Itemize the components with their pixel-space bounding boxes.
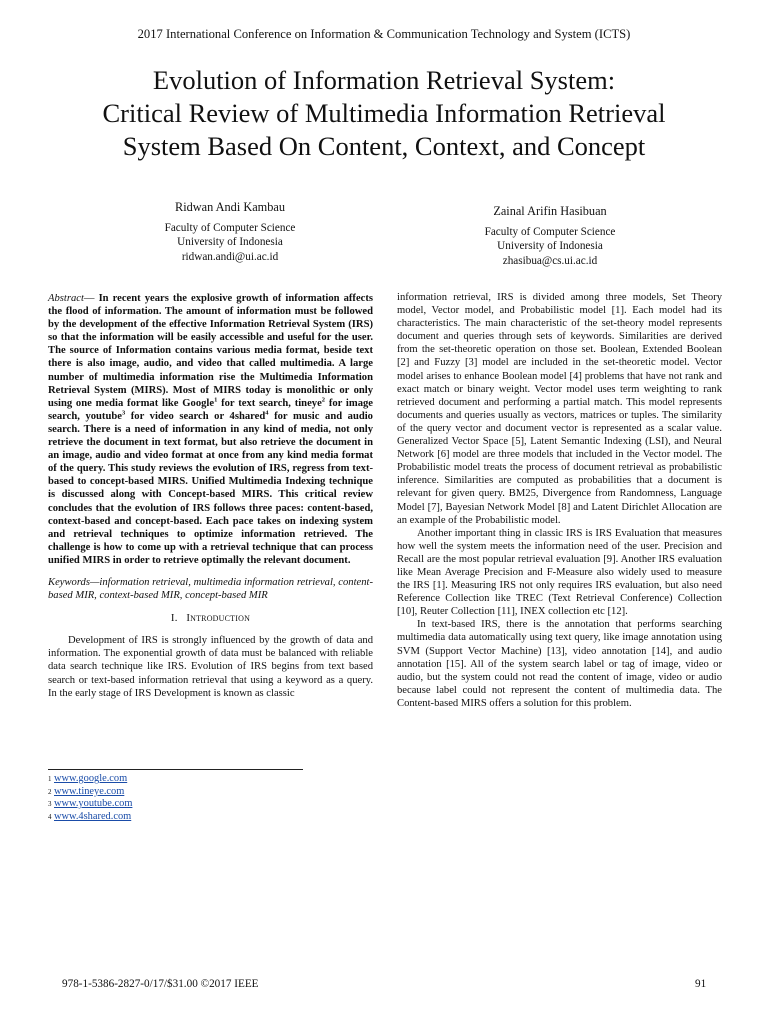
author-email[interactable]: ridwan.andi@ui.ac.id [181,250,279,263]
abstract-label: Abstract [48,293,84,304]
abstract-part: for image search, youtube [48,397,373,422]
section-title: Introduction [186,612,251,625]
footnote [48,811,132,824]
footnote-number: 2 [48,787,52,796]
footnote [48,786,132,799]
abstract-text [48,293,373,566]
author-name: Zainal Arifin Hasibuan [493,204,607,218]
title-line: Critical Review of Multimedia Information Retrieval [102,98,666,128]
footnote-ref: 4 [265,409,269,417]
footnote-ref: 2 [321,396,326,404]
left-column [48,292,373,700]
paper-title [20,64,748,163]
author-block-2 [430,204,670,268]
title-line: System Based On Content, Context, and Concept [122,131,646,161]
footnote-number: 4 [48,812,52,821]
body-paragraph: Another important thing in classic IRS is IRS Evaluation that measures how well the system meets the information need of the user. Precision and Recall are the most popular retrieval evaluation [9]. Another IRS evaluation like Mean Average Precision and F-Measure also widely used to measure the IRS [1]. Measuring IRS not only requires IRS evaluation, but also need Reference Collection like TREC (Text Retrieval Conference) Collection [10], Reuter Collection [11], INEX collection etc [12]. [397,527,722,618]
body-paragraph: information retrieval, IRS is divided among three models, Set Theory model, Vector model, and Probabilistic model [1]. Each model had its characteristics. The main characteristic of the set-theory model represents document and queries through sets of keywords. Similarities are derived from the set-theoretic operation on those set. Boolean, Extended Boolean [2] and Fuzzy [3] model are included in the set-theoretic model. Vector model arises to enhance Boolean model [4] problems that have not rank and exact match or binary weight. Vector model uses term weighting to rank retrieved document and performing a partial match. This model represents documents and queries usually as vectors, matrices or tuples. The similarity of the query vector and document vector is represented as a scalar value. Generalized Vector Space [5], Latent Semantic Indexing (LSI), and Neural Network [6] model are three models that included in the Vector model. The Probabilistic model treats the process of document retrieval as probabilistic inference. Similarities are computed as probabilities that a document is relevant for given query. BM25, Divergence from Randomness, Language Model [7], Bayesian Network Model [8] and Latent Dirichlet Allocation are an example of the Probabilistic model. [397,292,722,526]
abstract-part: In recent years the explosive growth of information affects the flood of information. The amount of information must be followed by the development of the effective Information Retrieval System (IRS) so that the information will be easily accessible and useful for the user. The source of Information contains various media format, beside text there is also image, audio, and video that called multimedia. A large number of multimedia information rise the Multimedia Information Retrieval System (MIRS). Most of MIRS today is monolithic or only using one media format like Google [48,293,373,409]
intro-paragraph: Development of IRS is strongly influenced by the growth of data and information. The exponential growth of data must be balanced with reliable data search technique like IRS. Evolution of IRS begins from text based search or text-based information retrieval that using a keyword as a query. In the early stage of IRS Development is known as classic [48,635,373,699]
footnote [48,773,132,786]
footnote-number: 3 [48,800,52,809]
section-heading [48,612,373,625]
abstract-part: for text search, tineye [217,397,322,409]
author-name: Ridwan Andi Kambau [175,200,285,214]
title-line: Evolution of Information Retrieval System: [152,65,616,95]
footnote-link[interactable]: www.tineye.com [54,785,125,797]
author-affiliation: Faculty of Computer Science [484,225,616,238]
abstract-part: for video search or 4shared [125,410,266,422]
author-affiliation: Faculty of Computer Science [164,221,296,234]
body-paragraph: In text-based IRS, there is the annotation that performs searching multimedia data automatically using text query, like image annotation using SVM (Support Vector Machine) [13], video annotation [14], and audio annotation [15]. All of the system search label or tag of image, video or audio, but the system could not read the content of image, video or audio because label could not represent the content of multimedia data. The Content-based MIRS offers a solution for this problem. [397,619,722,709]
page-number: 91 [695,978,707,990]
right-column [397,291,722,710]
footnote-ref: 1 [214,396,218,404]
footnote-number: 1 [48,775,52,783]
footer-isbn: 978-1-5386-2827-0/17/$31.00 ©2017 IEEE [62,978,259,990]
author-university: University of Indonesia [177,236,283,248]
footnote [48,798,132,811]
footnote-link[interactable]: www.google.com [54,773,128,784]
abstract-part: for music and audio search. There is a need of information in any kind of media, not only retrieve the document in text format, but also retrieve the document in an image, audio and video format at once from any kind media format of the query. This study reviews the evolution of IRS, regress from text-based to concept-based MIRS. Unified Multimedia Indexing technique is discussed along with Concept-based MIRS. This critical review concludes that the evolution of IRS follows three paces: content-based, context-based and concept-based. Each pace takes on indexing system and retrieval techniques to optimize information retrieved. The challenge is how to come up with a retrieval technique that can process unified MIRS in order to retrieve optimally the relevant document. [48,410,373,566]
footnote-link[interactable]: www.youtube.com [54,798,133,810]
author-block-1 [120,200,340,264]
footnote-divider [48,769,303,770]
abstract [48,292,373,567]
keywords: Keywords—information retrieval, multimedia information retrieval, content-based MIR, context-based MIR, concept-based MIR [48,576,373,602]
author-email[interactable]: zhasibua@cs.ui.ac.id [502,254,598,267]
footnotes [48,773,132,823]
footnote-link[interactable]: www.4shared.com [54,810,132,822]
footnote-ref: 3 [121,409,126,417]
conference-header: 2017 International Conference on Information & Communication Technology and System (ICTS) [137,27,631,41]
abstract-dash: — [83,293,99,304]
author-university: University of Indonesia [497,240,603,252]
section-number: I. [170,612,178,625]
